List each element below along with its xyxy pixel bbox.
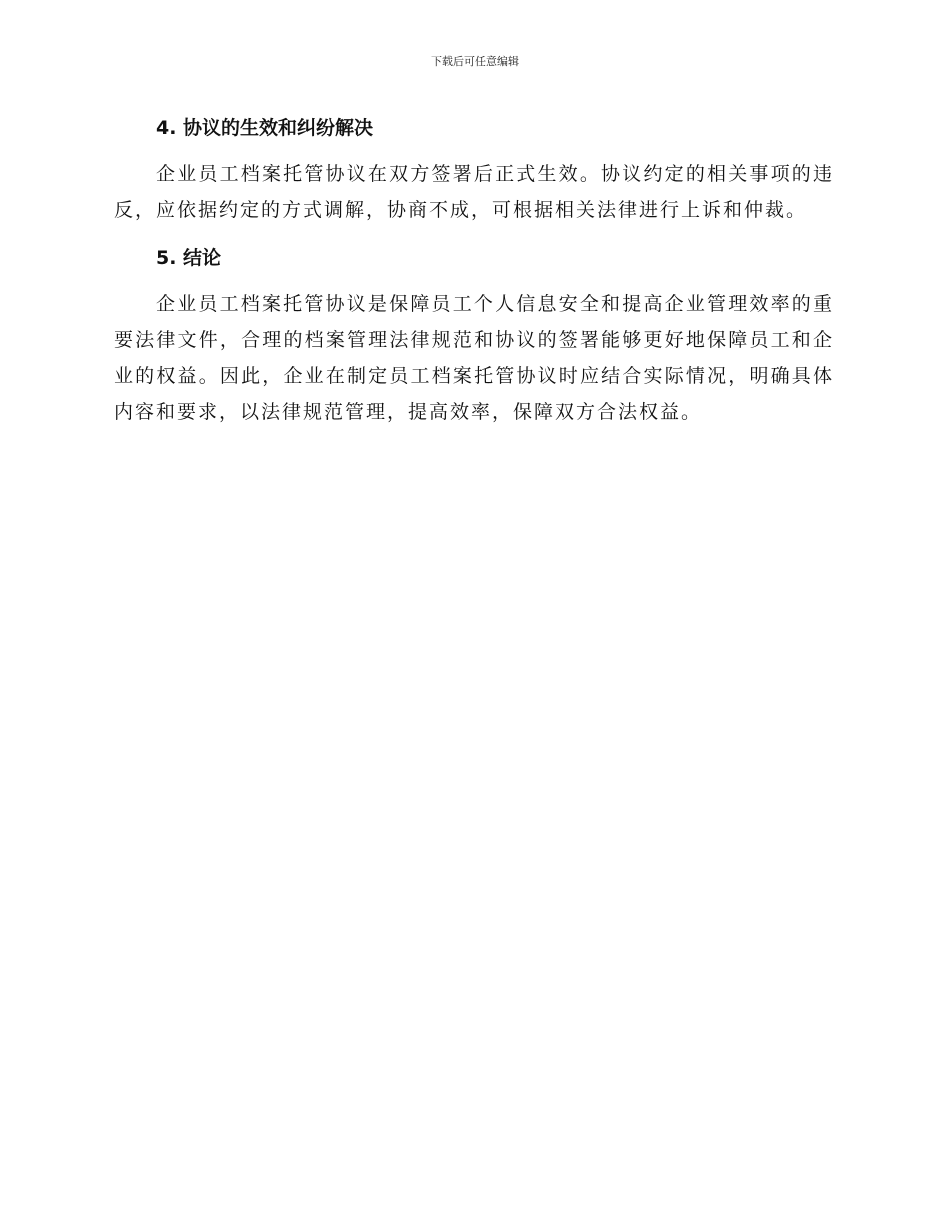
- section-paragraph: 企业员工档案托管协议是保障员工个人信息安全和提高企业管理效率的重要法律文件，合理的档案管理法律规范和协议的签署能够更好地保障员工和企业的权益。因此，企业在制定员工档案托管协议时应结合实际情况，明确具体内容和要求，以法律规范管理，提高效率，保障双方合法权益。: [114, 293, 834, 423]
- section-heading: 4. 协议的生效和纠纷解决: [156, 117, 374, 139]
- page-header: 下载后可任意编辑: [431, 55, 519, 68]
- section-paragraph: 企业员工档案托管协议在双方签署后正式生效。协议约定的相关事项的违反，应依据约定的方式调解，协商不成，可根据相关法律进行上诉和仲裁。: [114, 163, 834, 221]
- section-conclusion: [114, 238, 834, 430]
- section-effect-and-disputes: [114, 108, 834, 228]
- section-heading: 5. 结论: [156, 247, 222, 269]
- document-body: [114, 108, 834, 440]
